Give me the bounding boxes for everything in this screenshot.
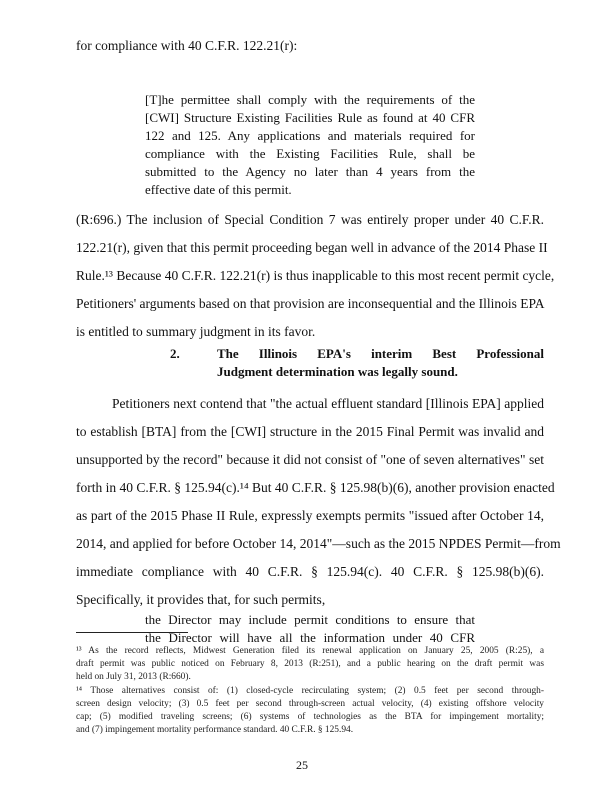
text-line: Petitioners' arguments based on that provision are inconsequential and the Illinois EPA	[76, 296, 545, 311]
quote-line: 122 and 125. Any applications and materials required for	[145, 128, 475, 143]
quote-line: the Director may include permit conditions to ensure that	[145, 612, 475, 627]
text-line: unsupported by the record" because it did not consist of "one of seven alternatives" set	[76, 452, 544, 467]
text-line: forth in 40 C.F.R. § 125.94(c).¹⁴ But 40 C.F.R. § 125.98(b)(6), another provision enacted	[76, 480, 555, 495]
quote-line: compliance with the Existing Facilities Rule, shall be	[145, 146, 475, 161]
quote-line: effective date of this permit.	[145, 182, 292, 197]
page-number: 25	[296, 758, 308, 772]
text-line: Rule.¹³ Because 40 C.F.R. 122.21(r) is thus inapplicable to this most recent permit cycle,	[76, 268, 555, 283]
quote-line: submitted to the Agency no later than 4 years from the	[145, 164, 475, 179]
footnote-line: ¹⁴ Those alternatives consist of: (1) closed-cycle recirculating system; (2) 0.5 feet per second through-	[76, 686, 544, 696]
footnote-divider	[76, 632, 188, 633]
quote-line: [T]he permittee shall comply with the requirements of the	[145, 92, 475, 107]
footnote-line: held on July 31, 2013 (R:660).	[76, 672, 191, 682]
heading-number: 2.	[170, 346, 180, 361]
footnote-line: screen design velocity; (3) 0.5 feet per second through-screen actual velocity, (4) existing offshore velocity	[76, 699, 544, 709]
text-line: 122.21(r), given that this permit proceeding began well in advance of the 2014 Phase II	[76, 240, 548, 255]
text-line: Petitioners next contend that "the actual effluent standard [Illinois EPA] applied	[112, 396, 544, 411]
text-line: as part of the 2015 Phase II Rule, expressly exempts permits "issued after October 14,	[76, 508, 544, 523]
footnote-line: draft permit was public noticed on February 8, 2013 (R:251), and a public hearing on the draft permit was	[76, 659, 544, 669]
text-line: 2014, and applied for before October 14, 2014"—such as the 2015 NPDES Permit—from	[76, 536, 561, 551]
text-line: Specifically, it provides that, for such permits,	[76, 592, 326, 607]
footnote-line: and (7) impingement mortality performance standard. 40 C.F.R. § 125.94.	[76, 725, 354, 735]
text-line: is entitled to summary judgment in its favor.	[76, 324, 316, 339]
text-line: immediate compliance with 40 C.F.R. § 125.94(c). 40 C.F.R. § 125.98(b)(6).	[76, 564, 544, 579]
quote-line: [CWI] Structure Existing Facilities Rule as found at 40 CFR	[145, 110, 475, 125]
text-line: (R:696.) The inclusion of Special Condition 7 was entirely proper under 40 C.F.R.	[76, 212, 544, 227]
quote-line: the Director will have all the information under 40 CFR	[145, 630, 475, 645]
footnote-line: ¹³ As the record reflects, Midwest Generation filed its renewal application on January 25, 2005 (R:25), a	[76, 646, 544, 656]
text-line: to establish [BTA] from the [CWI] structure in the 2015 Final Permit was invalid and	[76, 424, 544, 439]
heading-line: The Illinois EPA's interim Best Professional	[217, 346, 544, 361]
heading-line: Judgment determination was legally sound.	[217, 364, 458, 379]
text-line: for compliance with 40 C.F.R. 122.21(r):	[76, 38, 298, 53]
footnote-line: cap; (5) modified traveling screens; (6) systems of technologies as the BTA for impingement mortality;	[76, 712, 544, 722]
